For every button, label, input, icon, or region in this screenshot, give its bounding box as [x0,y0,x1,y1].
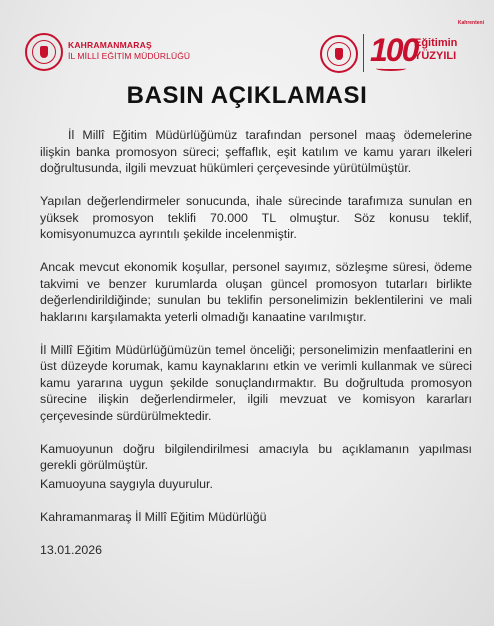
paragraph: Kamuoyunun doğru bilgilendirilmesi amacıyla bu açıklamanın yapılması gerekli görülmüştür. [40,441,472,472]
signature-org: Kahramanmaraş İl Millî Eğitim Müdürlüğü [40,509,267,524]
centennial-number: 100 [370,32,418,68]
page-title: BASIN AÇIKLAMASI [126,82,368,109]
centennial-word2: YÜZYILI [414,50,457,62]
statement-date: 13.01.2026 [40,542,103,557]
page-header [0,0,494,90]
paragraph: Ancak mevcut ekonomik koşullar, personel sayımız, sözleşme süresi, ödeme takvimi ve benzer kurumlarda oluşan güncel promosyon tutarları birlikte değerlendirildiğinde; sunulan bu teklifin personelimizin beklentilerini ve mali haklarını karşılamakta yeterli olmadığı kanaatine varılmıştır. [40,260,472,324]
org-name [68,40,190,62]
header-divider [363,34,364,72]
centennial-book-icon [376,66,406,71]
ministry-seal-icon [25,33,63,71]
paragraph: İl Millî Eğitim Müdürlüğümüz tarafından personel maaş ödemelerine ilişkin banka promosyon süreci; şeffaflık, eşit katılım ve kamu yararı ilkeleri doğrultusunda, ilgili mevzuat hükümleri çerçevesinde yürütülmüştür. [40,128,472,175]
ministry-seal-icon [320,35,358,73]
closing-line: Kamuoyuna saygıyla duyurulur. [40,476,213,491]
org-name-line2: İL MİLLİ EĞİTİM MÜDÜRLÜĞÜ [68,51,191,61]
statement-body [40,127,472,575]
paragraph: Yapılan değerlendirmeler sonucunda, ihale sürecinde tarafımıza sunulan en yüksek promosyon teklifi 70.000 TL olmuştur. Söz konusu teklif, komisyonumuzca ayrıntılı şekilde incelenmiştir. [40,194,472,241]
centennial-word1: Eğitimin [414,37,458,49]
org-name-line1: KAHRAMANMARAŞ [68,40,152,50]
corner-mark: Kahrenteni [457,20,484,26]
paragraph: İl Millî Eğitim Müdürlüğümüzün temel önceliği; personelimizin menfaatlerini en üst düzeyde korumak, kamu kaynaklarını etkin ve verimli kullanmak ve süreci kamu yararına uygun şekilde sonuçlandırmaktır. Bu doğrultuda promosyon sürecine ilişkin değerlendirmeler, ilgili mevzuat ve komisyon kararları çerçevesinde sürdürülmektedir. [40,342,472,423]
